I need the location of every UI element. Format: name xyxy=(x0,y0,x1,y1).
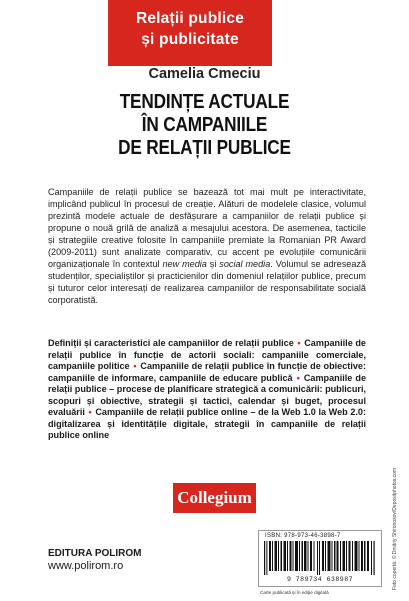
series-label-line2: și publicitate xyxy=(141,31,239,48)
topic-item: Campaniile de relații publice – procese de planificare strategică a comunicării: publicuri, scopuri și obiective, strategii și tactici, calendar și buget, procesul evaluării xyxy=(48,372,366,417)
photo-credit: Foto copertă: © Dmitriy Shironosov/Depositphotos.com xyxy=(392,467,398,590)
publisher-url: www.polirom.ro xyxy=(48,560,124,572)
series-label-box xyxy=(108,0,272,66)
bullet-separator: • xyxy=(88,407,92,417)
digital-edition-note: Carte publicată și în ediție digitală xyxy=(260,590,329,595)
topic-item: Definiții și caracteristici ale campaniilor de relații publice xyxy=(48,338,294,348)
topic-item: Campaniile de relații publice online – de la Web 1.0 la Web 2.0: digitalizarea și identitățile digitale, strategii în campaniile de relații publice online xyxy=(48,407,366,440)
book-title-line3: DE RELAȚII PUBLICE xyxy=(118,137,291,159)
topic-item: Campaniile de relații publice în funcție de obiective: campaniile de informare, campaniile de educare publică xyxy=(48,361,366,383)
topic-item: Campaniile de relații publice în funcție de actorii sociali: campaniile comerciale, campaniile politice xyxy=(48,338,366,371)
publisher-name: EDITURA POLIROM xyxy=(48,548,142,559)
barcode-icon xyxy=(264,541,376,575)
book-title-line1: TENDINȚE ACTUALE xyxy=(119,91,290,113)
topics-list xyxy=(48,338,366,442)
bullet-separator: • xyxy=(133,361,137,371)
book-title-line2: ÎN CAMPANIILE xyxy=(141,114,268,136)
description-text: Campaniile de relații publice se bazează tot mai mult pe interactivitate, implicând publicul în procesul de creație. Alături de modelele clasice, volumul prezintă modele actuale de desfășurare a campaniilor de relații publice și propune o nouă grilă de analiză a mesajului acestora. De asemenea, tacticile și strategiile creative folosite în campaniile premiate la Romanian PR Award (2009-2011) sunt analizate comparativ, cu accent pe evoluțiile comunicării organizaționale în contextul xyxy=(48,187,366,269)
description-text: și xyxy=(206,259,220,269)
isbn-label: ISBN: 978-973-46-3898-7 xyxy=(265,533,341,539)
description-emphasis: new media xyxy=(162,259,207,269)
publisher-info xyxy=(48,547,142,573)
barcode-number: 9 789734 638987 xyxy=(286,576,353,583)
description-text: . Volumul se adresează studenților, specialiștilor și practicienilor din domeniul relațiilor publice, precum și tuturor celor interesați de realizarea campaniilor de responsabilitate socială corporatistă. xyxy=(48,259,366,305)
series-label-line1: Relații publice xyxy=(135,10,245,27)
bullet-separator: • xyxy=(297,338,301,348)
book-description xyxy=(48,186,366,306)
description-emphasis: social media xyxy=(219,259,271,269)
collegium-logo: Collegium xyxy=(173,483,256,513)
book-title xyxy=(29,91,381,160)
bullet-separator: • xyxy=(296,372,300,383)
author-name: Camelia Cmeciu xyxy=(148,66,261,82)
